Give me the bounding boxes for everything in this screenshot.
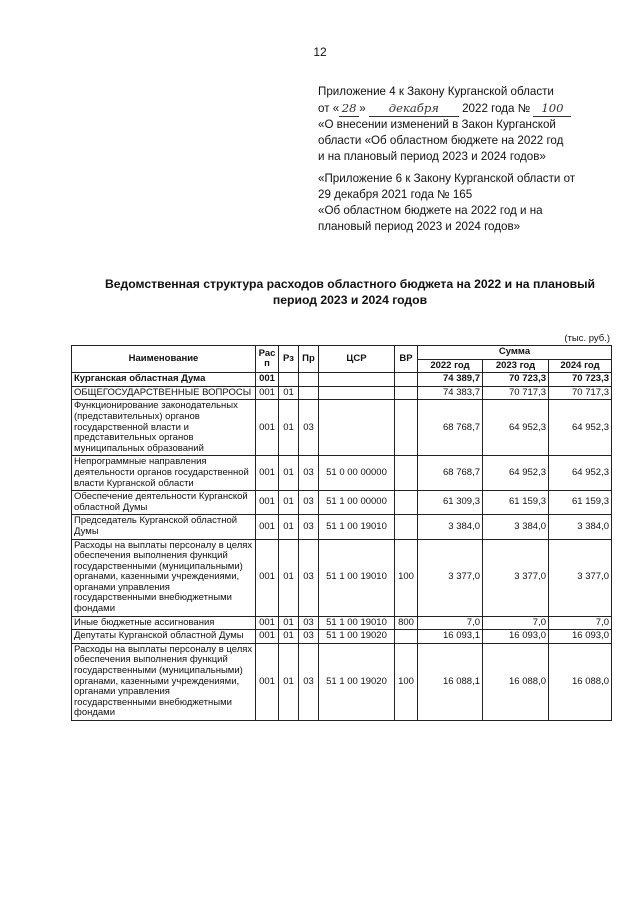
table-row	[72, 515, 612, 539]
appendix-6-reference	[318, 171, 618, 235]
header-2022: 2022 год	[418, 359, 483, 373]
cell-v2022: 74 389,7	[418, 373, 483, 387]
cell-v2024: 64 952,3	[549, 456, 612, 491]
page-number: 12	[313, 45, 327, 59]
cell-rz: 01	[279, 491, 299, 515]
cell-vr	[395, 373, 418, 387]
cell-rz: 01	[279, 616, 299, 630]
appendix-6-line-4: плановый период 2023 и 2024 годов»	[318, 220, 521, 233]
cell-name: Депутаты Курганской областной Думы	[72, 630, 256, 644]
cell-csr: 51 1 00 19020	[319, 643, 395, 720]
table-row	[72, 386, 612, 400]
header-csr: ЦСР	[319, 346, 395, 373]
appendix-4-reference	[318, 84, 618, 165]
appendix-6-line-3: «Об областном бюджете на 2022 год и на	[318, 204, 543, 217]
header-2023: 2023 год	[483, 359, 549, 373]
cell-vr	[395, 515, 418, 539]
cell-v2022: 7,0	[418, 616, 483, 630]
cell-rasp: 001	[256, 643, 279, 720]
budget-table	[71, 345, 612, 721]
cell-v2024: 3 377,0	[549, 539, 612, 616]
cell-csr	[319, 386, 395, 400]
cell-rz: 01	[279, 400, 299, 456]
cell-v2022: 3 377,0	[418, 539, 483, 616]
cell-pr: 03	[299, 491, 319, 515]
cell-v2024: 16 093,0	[549, 630, 612, 644]
cell-v2024: 16 088,0	[549, 643, 612, 720]
cell-v2022: 16 093,1	[418, 630, 483, 644]
table-body	[72, 373, 612, 721]
cell-name: Обеспечение деятельности Курганской областной Думы	[72, 491, 256, 515]
table-row	[72, 373, 612, 387]
cell-v2023: 16 088,0	[483, 643, 549, 720]
cell-vr	[395, 386, 418, 400]
appendix-4-line-3: «О внесении изменений в Закон Курганской	[318, 118, 556, 131]
cell-v2023: 3 377,0	[483, 539, 549, 616]
header-name: Наименование	[72, 346, 256, 373]
cell-pr: 03	[299, 515, 319, 539]
cell-pr: 03	[299, 630, 319, 644]
cell-v2022: 61 309,3	[418, 491, 483, 515]
table-row	[72, 539, 612, 616]
document-title-line-2: период 2023 и 2024 годов	[272, 293, 428, 307]
cell-name: Непрограммные направления деятельности органов государственной власти Курганской области	[72, 456, 256, 491]
cell-rz: 01	[279, 515, 299, 539]
appendix-4-date-line: от « 28 » декабря 2022 года № 100	[318, 100, 618, 117]
cell-vr	[395, 456, 418, 491]
appendix-4-line-1: Приложение 4 к Закону Курганской области	[318, 85, 554, 98]
cell-rz: 01	[279, 630, 299, 644]
table-row	[72, 643, 612, 720]
cell-name: Иные бюджетные ассигнования	[72, 616, 256, 630]
cell-vr	[395, 630, 418, 644]
cell-pr	[299, 386, 319, 400]
handwritten-day: 28	[339, 100, 359, 117]
cell-v2022: 68 768,7	[418, 456, 483, 491]
cell-vr: 800	[395, 616, 418, 630]
cell-v2022: 16 088,1	[418, 643, 483, 720]
table-row	[72, 491, 612, 515]
cell-vr	[395, 400, 418, 456]
header-pr: Пр	[299, 346, 319, 373]
cell-csr: 51 0 00 00000	[319, 456, 395, 491]
cell-pr: 03	[299, 456, 319, 491]
table-row	[72, 616, 612, 630]
cell-rasp: 001	[256, 616, 279, 630]
table-row	[72, 400, 612, 456]
cell-name: Расходы на выплаты персоналу в целях обеспечения выполнения функций государственными (муниципальными) органами, казенными учреждениями, органами управления государственными внебюджетными фондами	[72, 539, 256, 616]
cell-rasp: 001	[256, 456, 279, 491]
document-title	[75, 276, 625, 308]
cell-name: Функционирование законодательных (представительных) органов государственной власти и представительных органов муниципальных образований	[72, 400, 256, 456]
cell-csr: 51 1 00 19010	[319, 616, 395, 630]
cell-rasp: 001	[256, 515, 279, 539]
cell-csr	[319, 400, 395, 456]
cell-v2024: 64 952,3	[549, 400, 612, 456]
cell-v2023: 64 952,3	[483, 456, 549, 491]
cell-rasp: 001	[256, 373, 279, 387]
cell-name: Расходы на выплаты персоналу в целях обеспечения выполнения функций государственными (муниципальными) органами, казенными учреждениями, органами управления государственными внебюджетными фондами	[72, 643, 256, 720]
cell-v2023: 64 952,3	[483, 400, 549, 456]
header-rasp: Рас п	[256, 346, 279, 373]
cell-v2022: 68 768,7	[418, 400, 483, 456]
cell-rasp: 001	[256, 386, 279, 400]
header-sum: Сумма	[418, 346, 612, 360]
cell-pr	[299, 373, 319, 387]
cell-rz: 01	[279, 643, 299, 720]
cell-vr: 100	[395, 539, 418, 616]
cell-v2023: 7,0	[483, 616, 549, 630]
cell-rz: 01	[279, 456, 299, 491]
cell-rasp: 001	[256, 400, 279, 456]
header-vr: ВР	[395, 346, 418, 373]
cell-vr	[395, 491, 418, 515]
appendix-6-line-2: 29 декабря 2021 года № 165	[318, 188, 473, 201]
cell-csr: 51 1 00 19020	[319, 630, 395, 644]
cell-v2022: 74 383,7	[418, 386, 483, 400]
cell-rz: 01	[279, 386, 299, 400]
appendix-6-line-1: «Приложение 6 к Закону Курганской области от	[318, 172, 576, 185]
table-row	[72, 630, 612, 644]
cell-v2023: 70 717,3	[483, 386, 549, 400]
cell-name: Председатель Курганской областной Думы	[72, 515, 256, 539]
cell-rasp: 001	[256, 539, 279, 616]
header-rz: Рз	[279, 346, 299, 373]
table-row	[72, 456, 612, 491]
cell-csr: 51 1 00 19010	[319, 515, 395, 539]
cell-csr: 51 1 00 19010	[319, 539, 395, 616]
cell-rasp: 001	[256, 630, 279, 644]
cell-pr: 03	[299, 400, 319, 456]
appendix-4-line-5: и на плановый период 2023 и 2024 годов»	[318, 150, 546, 163]
cell-pr: 03	[299, 616, 319, 630]
units-label: (тыс. руб.)	[564, 333, 610, 344]
handwritten-month: декабря	[369, 100, 459, 117]
cell-csr: 51 1 00 00000	[319, 491, 395, 515]
cell-v2024: 70 717,3	[549, 386, 612, 400]
cell-v2022: 3 384,0	[418, 515, 483, 539]
cell-pr: 03	[299, 643, 319, 720]
cell-name: ОБЩЕГОСУДАРСТВЕННЫЕ ВОПРОСЫ	[72, 386, 256, 400]
cell-name: Курганская областная Дума	[72, 373, 256, 387]
cell-v2023: 61 159,3	[483, 491, 549, 515]
cell-csr	[319, 373, 395, 387]
cell-v2024: 7,0	[549, 616, 612, 630]
cell-rz: 01	[279, 539, 299, 616]
cell-vr: 100	[395, 643, 418, 720]
cell-v2023: 16 093,0	[483, 630, 549, 644]
cell-v2024: 70 723,3	[549, 373, 612, 387]
cell-v2023: 3 384,0	[483, 515, 549, 539]
cell-v2024: 3 384,0	[549, 515, 612, 539]
cell-pr: 03	[299, 539, 319, 616]
document-title-line-1: Ведомственная структура расходов областного бюджета на 2022 и на плановый	[104, 277, 596, 291]
cell-rz	[279, 373, 299, 387]
cell-v2024: 61 159,3	[549, 491, 612, 515]
handwritten-number: 100	[533, 100, 571, 117]
header-2024: 2024 год	[549, 359, 612, 373]
cell-rasp: 001	[256, 491, 279, 515]
cell-v2023: 70 723,3	[483, 373, 549, 387]
appendix-4-line-4: области «Об областном бюджете на 2022 год	[318, 134, 564, 147]
